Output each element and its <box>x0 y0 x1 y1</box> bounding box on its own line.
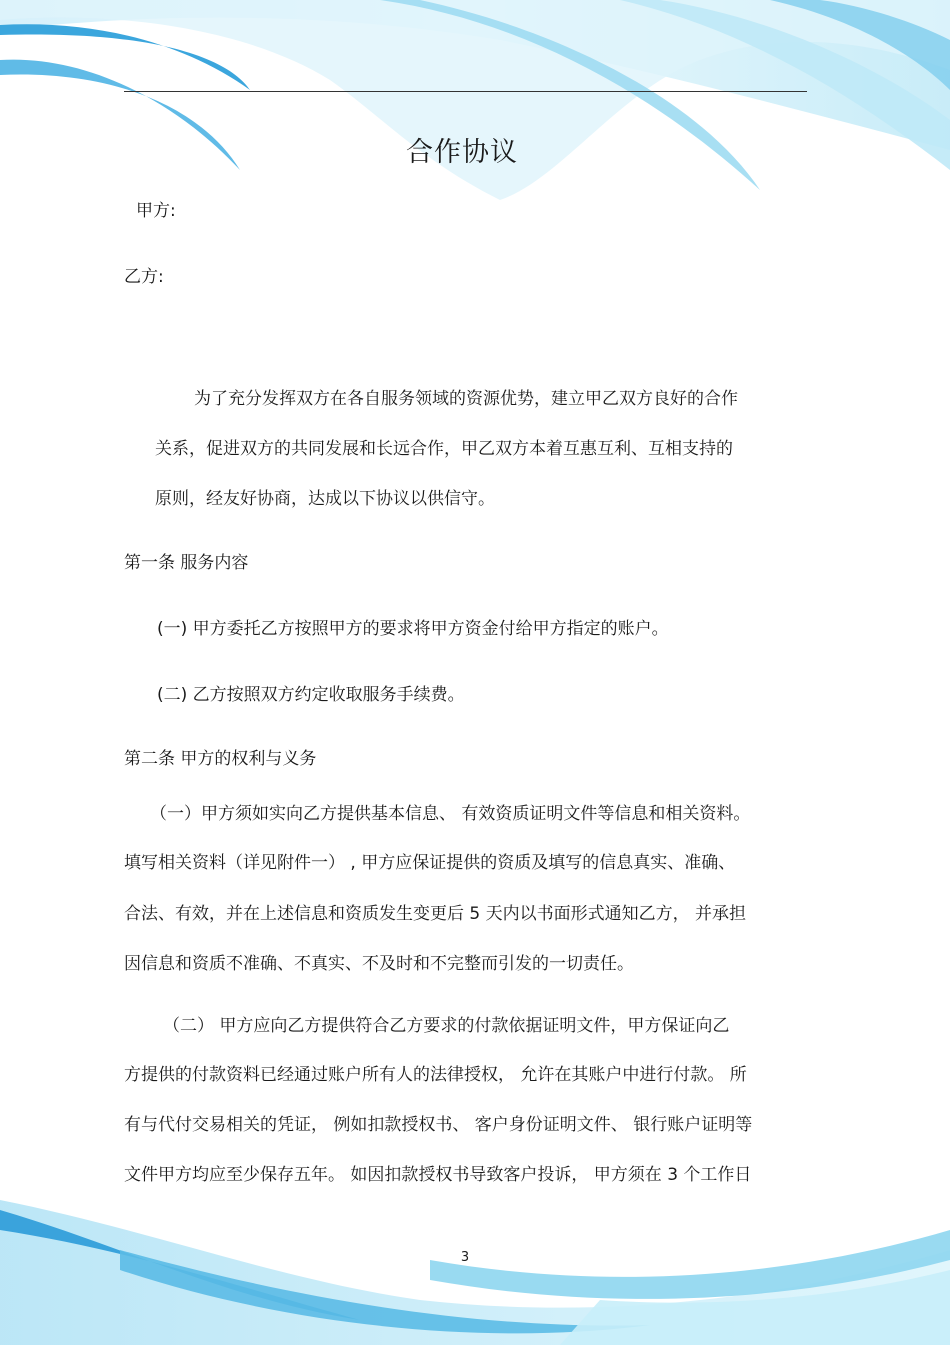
header-rule <box>124 91 807 92</box>
preamble-line: 原则，经友好协商，达成以下协议以供信守。 <box>155 489 495 509</box>
preamble-line: 为了充分发挥双方在各自服务领域的资源优势，建立甲乙双方良好的合作 <box>194 389 738 409</box>
preamble-line: 关系，促进双方的共同发展和长远合作，甲乙双方本着互惠互利、互相支持的 <box>155 439 733 459</box>
article2-clause2-line: （二） 甲方应向乙方提供符合乙方要求的付款依据证明文件，甲方保证向乙 <box>163 1016 730 1036</box>
article1-item: (二) 乙方按照双方约定收取服务手续费。 <box>157 685 465 705</box>
article2-clause2-line: 文件甲方均应至少保存五年。 如因扣款授权书导致客户投诉， 甲方须在 3 个工作日 <box>124 1165 752 1185</box>
document-title: 合作协议 <box>406 137 518 168</box>
article2-clause2-line: 有与代付交易相关的凭证， 例如扣款授权书、 客户身份证明文件、 银行账户证明等 <box>124 1115 753 1135</box>
page-number: 3 <box>460 1250 470 1265</box>
article2-clause1-line: （一）甲方须如实向乙方提供基本信息、 有效资质证明文件等信息和相关资料。 <box>150 804 751 824</box>
article2-heading: 第二条 甲方的权利与义务 <box>124 749 317 769</box>
party-a-label: 甲方: <box>136 201 176 221</box>
party-b-label: 乙方: <box>124 267 164 287</box>
article2-clause1-line: 合法、有效，并在上述信息和资质发生变更后 5 天内以书面形式通知乙方， 并承担 <box>124 904 747 924</box>
article1-item: (一) 甲方委托乙方按照甲方的要求将甲方资金付给甲方指定的账户。 <box>157 619 669 639</box>
article2-clause2-line: 方提供的付款资料已经通过账户所有人的法律授权， 允许在其账户中进行付款。 所 <box>124 1065 747 1085</box>
article1-heading: 第一条 服务内容 <box>124 553 249 573</box>
article2-clause1-line: 因信息和资质不准确、不真实、不及时和不完整而引发的一切责任。 <box>124 954 634 974</box>
article2-clause1-line: 填写相关资料（详见附件一） , 甲方应保证提供的资质及填写的信息真实、准确、 <box>124 853 736 873</box>
